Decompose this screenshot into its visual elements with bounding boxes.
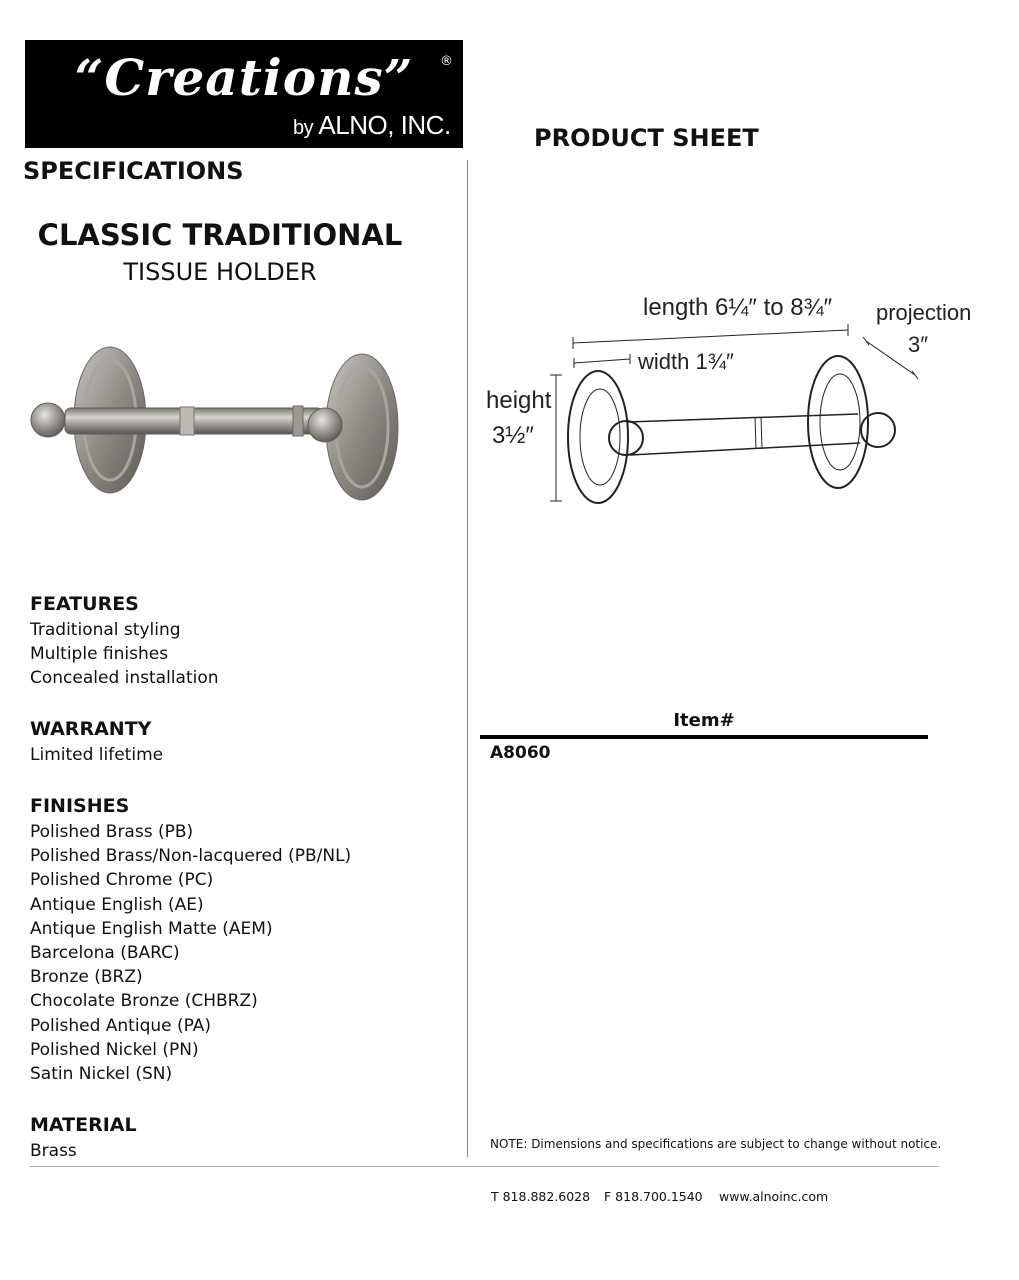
product-title: CLASSIC TRADITIONAL	[37, 218, 403, 252]
finish-item: Chocolate Bronze (CHBRZ)	[30, 991, 258, 1012]
finish-item: Polished Chrome (PC)	[30, 870, 214, 891]
logo-byline	[293, 110, 451, 141]
logo-brand-text: “Creations”	[74, 48, 414, 107]
height-value: 3½″	[492, 422, 534, 449]
feature-item: Multiple finishes	[30, 644, 169, 664]
finish-item: Bronze (BRZ)	[30, 967, 143, 988]
product-subtitle: TISSUE HOLDER	[123, 258, 317, 286]
features-heading: FEATURES	[30, 593, 139, 615]
finish-item: Antique English (AE)	[30, 894, 204, 915]
finish-item: Satin Nickel (SN)	[30, 1064, 173, 1085]
feature-item: Traditional styling	[30, 620, 181, 640]
length-label: length 6¼″ to 8¾″	[643, 294, 833, 321]
registered-mark: ®	[440, 54, 453, 69]
finish-item: Polished Antique (PA)	[30, 1015, 212, 1036]
fax-number: F 818.700.1540	[604, 1189, 703, 1204]
finish-item: Antique English Matte (AEM)	[30, 918, 273, 939]
phone-number: T 818.882.6028	[491, 1189, 591, 1204]
width-label: width 1¾″	[638, 349, 734, 374]
finishes-heading: FINISHES	[30, 795, 130, 817]
finishes-list	[30, 820, 351, 1086]
warranty-heading: WARRANTY	[30, 718, 152, 740]
disclaimer-note: NOTE: Dimensions and specifications are subject to change without notice.	[490, 1137, 942, 1151]
product-sheet-heading: PRODUCT SHEET	[534, 124, 759, 152]
finish-item: Polished Brass/Non-lacquered (PB/NL)	[30, 846, 352, 867]
material-heading: MATERIAL	[30, 1114, 137, 1136]
item-number-heading: Item#	[673, 710, 735, 731]
projection-value: 3″	[908, 332, 929, 357]
finish-item: Polished Brass (PB)	[30, 822, 194, 842]
product-photo	[25, 335, 410, 515]
specifications-heading: SPECIFICATIONS	[23, 157, 244, 185]
item-number: A8060	[490, 743, 551, 763]
feature-item: Concealed installation	[30, 668, 219, 688]
column-divider	[467, 160, 468, 1157]
warranty-text: Limited lifetime	[30, 745, 164, 765]
logo-by: by	[293, 117, 314, 139]
finish-item: Polished Nickel (PN)	[30, 1039, 199, 1060]
footer-rule	[30, 1166, 939, 1167]
website-link[interactable]: www.alnoinc.com	[719, 1189, 829, 1204]
projection-label: projection	[876, 300, 972, 325]
height-label: height	[486, 387, 552, 414]
material-text: Brass	[30, 1141, 77, 1161]
finish-item: Barcelona (BARC)	[30, 943, 180, 964]
dimension-drawing	[478, 275, 978, 515]
brand-logo	[25, 40, 463, 148]
item-header-rule	[480, 735, 928, 739]
logo-company: ALNO, INC.	[318, 110, 451, 140]
